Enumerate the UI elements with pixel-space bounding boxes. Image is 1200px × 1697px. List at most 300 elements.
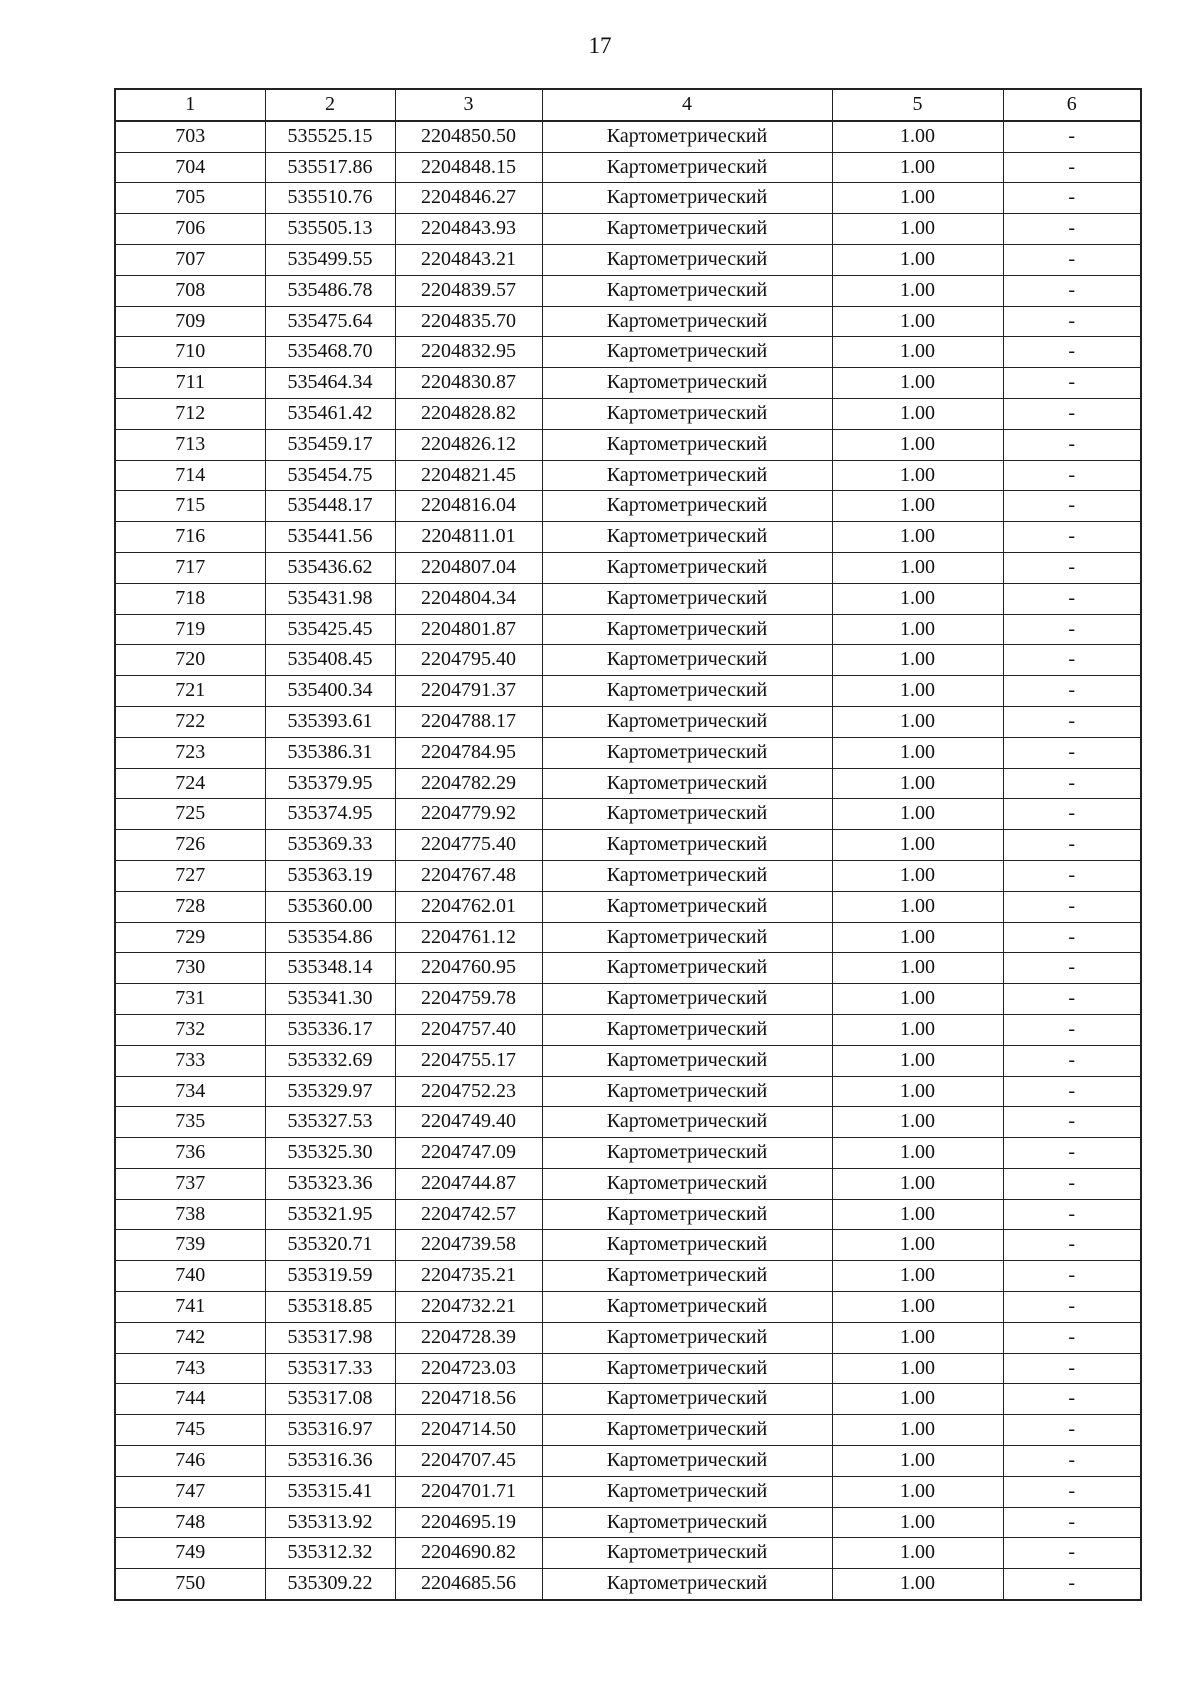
x-coordinate-cell: 535475.64 <box>265 306 395 337</box>
y-coordinate-cell: 2204685.56 <box>395 1569 542 1600</box>
method-cell: Картометрический <box>542 614 832 645</box>
x-coordinate-cell: 535318.85 <box>265 1292 395 1323</box>
accuracy-cell: 1.00 <box>832 183 1003 214</box>
y-coordinate-cell: 2204747.09 <box>395 1138 542 1169</box>
method-cell: Картометрический <box>542 1261 832 1292</box>
y-coordinate-cell: 2204801.87 <box>395 614 542 645</box>
y-coordinate-cell: 2204811.01 <box>395 522 542 553</box>
x-coordinate-cell: 535393.61 <box>265 706 395 737</box>
accuracy-cell: 1.00 <box>832 552 1003 583</box>
point-number-cell: 744 <box>115 1384 265 1415</box>
x-coordinate-cell: 535464.34 <box>265 368 395 399</box>
table-row <box>115 368 1141 399</box>
y-coordinate-cell: 2204749.40 <box>395 1107 542 1138</box>
y-coordinate-cell: 2204828.82 <box>395 398 542 429</box>
note-cell: - <box>1003 737 1141 768</box>
table-row <box>115 183 1141 214</box>
table-row <box>115 1076 1141 1107</box>
point-number-cell: 747 <box>115 1476 265 1507</box>
point-number-cell: 706 <box>115 214 265 245</box>
y-coordinate-cell: 2204732.21 <box>395 1292 542 1323</box>
y-coordinate-cell: 2204779.92 <box>395 799 542 830</box>
table-row <box>115 1415 1141 1446</box>
note-cell: - <box>1003 830 1141 861</box>
method-cell: Картометрический <box>542 1045 832 1076</box>
x-coordinate-cell: 535499.55 <box>265 244 395 275</box>
note-cell: - <box>1003 799 1141 830</box>
accuracy-cell: 1.00 <box>832 429 1003 460</box>
table-row <box>115 275 1141 306</box>
table-row <box>115 522 1141 553</box>
accuracy-cell: 1.00 <box>832 1353 1003 1384</box>
x-coordinate-cell: 535323.36 <box>265 1168 395 1199</box>
table-row <box>115 1476 1141 1507</box>
y-coordinate-cell: 2204850.50 <box>395 121 542 152</box>
method-cell: Картометрический <box>542 1230 832 1261</box>
point-number-cell: 717 <box>115 552 265 583</box>
table-row <box>115 1507 1141 1538</box>
y-coordinate-cell: 2204760.95 <box>395 953 542 984</box>
table-row <box>115 1292 1141 1323</box>
note-cell: - <box>1003 1322 1141 1353</box>
point-number-cell: 705 <box>115 183 265 214</box>
table-row <box>115 1261 1141 1292</box>
accuracy-cell: 1.00 <box>832 1476 1003 1507</box>
accuracy-cell: 1.00 <box>832 1199 1003 1230</box>
y-coordinate-cell: 2204826.12 <box>395 429 542 460</box>
x-coordinate-cell: 535354.86 <box>265 922 395 953</box>
y-coordinate-cell: 2204718.56 <box>395 1384 542 1415</box>
accuracy-cell: 1.00 <box>832 1538 1003 1569</box>
method-cell: Картометрический <box>542 676 832 707</box>
accuracy-cell: 1.00 <box>832 368 1003 399</box>
method-cell: Картометрический <box>542 799 832 830</box>
method-cell: Картометрический <box>542 1168 832 1199</box>
y-coordinate-cell: 2204762.01 <box>395 891 542 922</box>
x-coordinate-cell: 535436.62 <box>265 552 395 583</box>
point-number-cell: 739 <box>115 1230 265 1261</box>
x-coordinate-cell: 535317.33 <box>265 1353 395 1384</box>
x-coordinate-cell: 535341.30 <box>265 984 395 1015</box>
y-coordinate-cell: 2204832.95 <box>395 337 542 368</box>
note-cell: - <box>1003 1569 1141 1600</box>
y-coordinate-cell: 2204714.50 <box>395 1415 542 1446</box>
point-number-cell: 722 <box>115 706 265 737</box>
accuracy-cell: 1.00 <box>832 1569 1003 1600</box>
point-number-cell: 735 <box>115 1107 265 1138</box>
x-coordinate-cell: 535517.86 <box>265 152 395 183</box>
method-cell: Картометрический <box>542 1292 832 1323</box>
note-cell: - <box>1003 706 1141 737</box>
method-cell: Картометрический <box>542 737 832 768</box>
table-body <box>115 121 1141 1600</box>
point-number-cell: 723 <box>115 737 265 768</box>
table-row <box>115 491 1141 522</box>
accuracy-cell: 1.00 <box>832 337 1003 368</box>
method-cell: Картометрический <box>542 891 832 922</box>
x-coordinate-cell: 535348.14 <box>265 953 395 984</box>
point-number-cell: 715 <box>115 491 265 522</box>
x-coordinate-cell: 535332.69 <box>265 1045 395 1076</box>
method-cell: Картометрический <box>542 1415 832 1446</box>
note-cell: - <box>1003 1045 1141 1076</box>
table-row <box>115 984 1141 1015</box>
table-header-row <box>115 89 1141 121</box>
method-cell: Картометрический <box>542 1538 832 1569</box>
point-number-cell: 726 <box>115 830 265 861</box>
point-number-cell: 721 <box>115 676 265 707</box>
point-number-cell: 718 <box>115 583 265 614</box>
x-coordinate-cell: 535329.97 <box>265 1076 395 1107</box>
method-cell: Картометрический <box>542 1322 832 1353</box>
accuracy-cell: 1.00 <box>832 1322 1003 1353</box>
point-number-cell: 737 <box>115 1168 265 1199</box>
note-cell: - <box>1003 1476 1141 1507</box>
point-number-cell: 712 <box>115 398 265 429</box>
table-row <box>115 737 1141 768</box>
accuracy-cell: 1.00 <box>832 1138 1003 1169</box>
point-number-cell: 725 <box>115 799 265 830</box>
y-coordinate-cell: 2204788.17 <box>395 706 542 737</box>
accuracy-cell: 1.00 <box>832 706 1003 737</box>
x-coordinate-cell: 535319.59 <box>265 1261 395 1292</box>
table-row <box>115 337 1141 368</box>
x-coordinate-cell: 535315.41 <box>265 1476 395 1507</box>
table-row <box>115 676 1141 707</box>
method-cell: Картометрический <box>542 1107 832 1138</box>
method-cell: Картометрический <box>542 953 832 984</box>
point-number-cell: 741 <box>115 1292 265 1323</box>
point-number-cell: 727 <box>115 860 265 891</box>
note-cell: - <box>1003 244 1141 275</box>
y-coordinate-cell: 2204723.03 <box>395 1353 542 1384</box>
x-coordinate-cell: 535379.95 <box>265 768 395 799</box>
column-header-4: 4 <box>542 89 832 121</box>
point-number-cell: 749 <box>115 1538 265 1569</box>
note-cell: - <box>1003 1107 1141 1138</box>
method-cell: Картометрический <box>542 552 832 583</box>
table-row <box>115 614 1141 645</box>
table-row <box>115 306 1141 337</box>
note-cell: - <box>1003 183 1141 214</box>
y-coordinate-cell: 2204695.19 <box>395 1507 542 1538</box>
point-number-cell: 720 <box>115 645 265 676</box>
table-row <box>115 1322 1141 1353</box>
method-cell: Картометрический <box>542 183 832 214</box>
point-number-cell: 748 <box>115 1507 265 1538</box>
accuracy-cell: 1.00 <box>832 891 1003 922</box>
point-number-cell: 714 <box>115 460 265 491</box>
y-coordinate-cell: 2204807.04 <box>395 552 542 583</box>
table-row <box>115 768 1141 799</box>
note-cell: - <box>1003 1138 1141 1169</box>
table-row <box>115 1138 1141 1169</box>
x-coordinate-cell: 535408.45 <box>265 645 395 676</box>
column-header-5: 5 <box>832 89 1003 121</box>
method-cell: Картометрический <box>542 152 832 183</box>
y-coordinate-cell: 2204707.45 <box>395 1446 542 1477</box>
point-number-cell: 711 <box>115 368 265 399</box>
accuracy-cell: 1.00 <box>832 1045 1003 1076</box>
accuracy-cell: 1.00 <box>832 583 1003 614</box>
accuracy-cell: 1.00 <box>832 922 1003 953</box>
method-cell: Картометрический <box>542 830 832 861</box>
table-row <box>115 706 1141 737</box>
accuracy-cell: 1.00 <box>832 676 1003 707</box>
y-coordinate-cell: 2204757.40 <box>395 1014 542 1045</box>
x-coordinate-cell: 535454.75 <box>265 460 395 491</box>
accuracy-cell: 1.00 <box>832 244 1003 275</box>
table-row <box>115 1353 1141 1384</box>
point-number-cell: 710 <box>115 337 265 368</box>
x-coordinate-cell: 535317.08 <box>265 1384 395 1415</box>
method-cell: Картометрический <box>542 491 832 522</box>
table-row <box>115 583 1141 614</box>
page-number: 17 <box>588 33 612 58</box>
table-row <box>115 244 1141 275</box>
coordinates-table <box>114 88 1142 1601</box>
accuracy-cell: 1.00 <box>832 491 1003 522</box>
table-row <box>115 214 1141 245</box>
note-cell: - <box>1003 1292 1141 1323</box>
note-cell: - <box>1003 1261 1141 1292</box>
x-coordinate-cell: 535309.22 <box>265 1569 395 1600</box>
point-number-cell: 745 <box>115 1415 265 1446</box>
x-coordinate-cell: 535486.78 <box>265 275 395 306</box>
point-number-cell: 742 <box>115 1322 265 1353</box>
accuracy-cell: 1.00 <box>832 860 1003 891</box>
x-coordinate-cell: 535448.17 <box>265 491 395 522</box>
x-coordinate-cell: 535461.42 <box>265 398 395 429</box>
table-row <box>115 429 1141 460</box>
note-cell: - <box>1003 891 1141 922</box>
note-cell: - <box>1003 1353 1141 1384</box>
table-row <box>115 398 1141 429</box>
accuracy-cell: 1.00 <box>832 152 1003 183</box>
note-cell: - <box>1003 1538 1141 1569</box>
method-cell: Картометрический <box>542 275 832 306</box>
point-number-cell: 738 <box>115 1199 265 1230</box>
note-cell: - <box>1003 860 1141 891</box>
x-coordinate-cell: 535321.95 <box>265 1199 395 1230</box>
point-number-cell: 716 <box>115 522 265 553</box>
y-coordinate-cell: 2204742.57 <box>395 1199 542 1230</box>
method-cell: Картометрический <box>542 645 832 676</box>
y-coordinate-cell: 2204752.23 <box>395 1076 542 1107</box>
y-coordinate-cell: 2204795.40 <box>395 645 542 676</box>
y-coordinate-cell: 2204843.93 <box>395 214 542 245</box>
note-cell: - <box>1003 984 1141 1015</box>
table-row <box>115 152 1141 183</box>
accuracy-cell: 1.00 <box>832 1014 1003 1045</box>
method-cell: Картометрический <box>542 337 832 368</box>
note-cell: - <box>1003 645 1141 676</box>
accuracy-cell: 1.00 <box>832 1292 1003 1323</box>
note-cell: - <box>1003 1014 1141 1045</box>
accuracy-cell: 1.00 <box>832 1076 1003 1107</box>
y-coordinate-cell: 2204816.04 <box>395 491 542 522</box>
x-coordinate-cell: 535313.92 <box>265 1507 395 1538</box>
x-coordinate-cell: 535468.70 <box>265 337 395 368</box>
table-row <box>115 1538 1141 1569</box>
x-coordinate-cell: 535510.76 <box>265 183 395 214</box>
note-cell: - <box>1003 676 1141 707</box>
note-cell: - <box>1003 1230 1141 1261</box>
y-coordinate-cell: 2204728.39 <box>395 1322 542 1353</box>
x-coordinate-cell: 535459.17 <box>265 429 395 460</box>
column-header-2: 2 <box>265 89 395 121</box>
point-number-cell: 730 <box>115 953 265 984</box>
table-row <box>115 552 1141 583</box>
note-cell: - <box>1003 121 1141 152</box>
y-coordinate-cell: 2204767.48 <box>395 860 542 891</box>
point-number-cell: 746 <box>115 1446 265 1477</box>
note-cell: - <box>1003 152 1141 183</box>
note-cell: - <box>1003 337 1141 368</box>
accuracy-cell: 1.00 <box>832 522 1003 553</box>
method-cell: Картометрический <box>542 306 832 337</box>
x-coordinate-cell: 535431.98 <box>265 583 395 614</box>
y-coordinate-cell: 2204701.71 <box>395 1476 542 1507</box>
y-coordinate-cell: 2204775.40 <box>395 830 542 861</box>
y-coordinate-cell: 2204784.95 <box>395 737 542 768</box>
note-cell: - <box>1003 1168 1141 1199</box>
x-coordinate-cell: 535441.56 <box>265 522 395 553</box>
accuracy-cell: 1.00 <box>832 799 1003 830</box>
point-number-cell: 704 <box>115 152 265 183</box>
column-header-6: 6 <box>1003 89 1141 121</box>
accuracy-cell: 1.00 <box>832 1446 1003 1477</box>
note-cell: - <box>1003 1199 1141 1230</box>
x-coordinate-cell: 535327.53 <box>265 1107 395 1138</box>
note-cell: - <box>1003 522 1141 553</box>
note-cell: - <box>1003 491 1141 522</box>
y-coordinate-cell: 2204739.58 <box>395 1230 542 1261</box>
point-number-cell: 728 <box>115 891 265 922</box>
x-coordinate-cell: 535360.00 <box>265 891 395 922</box>
x-coordinate-cell: 535386.31 <box>265 737 395 768</box>
accuracy-cell: 1.00 <box>832 1261 1003 1292</box>
accuracy-cell: 1.00 <box>832 275 1003 306</box>
table-row <box>115 460 1141 491</box>
table-row <box>115 799 1141 830</box>
point-number-cell: 713 <box>115 429 265 460</box>
note-cell: - <box>1003 1446 1141 1477</box>
column-header-3: 3 <box>395 89 542 121</box>
table-row <box>115 1230 1141 1261</box>
table-row <box>115 860 1141 891</box>
accuracy-cell: 1.00 <box>832 460 1003 491</box>
accuracy-cell: 1.00 <box>832 121 1003 152</box>
note-cell: - <box>1003 552 1141 583</box>
table-row <box>115 1107 1141 1138</box>
table-row <box>115 1045 1141 1076</box>
note-cell: - <box>1003 214 1141 245</box>
x-coordinate-cell: 535425.45 <box>265 614 395 645</box>
point-number-cell: 707 <box>115 244 265 275</box>
method-cell: Картометрический <box>542 1384 832 1415</box>
table-row <box>115 1168 1141 1199</box>
accuracy-cell: 1.00 <box>832 1415 1003 1446</box>
y-coordinate-cell: 2204821.45 <box>395 460 542 491</box>
accuracy-cell: 1.00 <box>832 984 1003 1015</box>
x-coordinate-cell: 535525.15 <box>265 121 395 152</box>
note-cell: - <box>1003 1384 1141 1415</box>
x-coordinate-cell: 535374.95 <box>265 799 395 830</box>
accuracy-cell: 1.00 <box>832 1168 1003 1199</box>
method-cell: Картометрический <box>542 1569 832 1600</box>
method-cell: Картометрический <box>542 984 832 1015</box>
point-number-cell: 703 <box>115 121 265 152</box>
column-header-1: 1 <box>115 89 265 121</box>
table-row <box>115 1014 1141 1045</box>
method-cell: Картометрический <box>542 1199 832 1230</box>
method-cell: Картометрический <box>542 860 832 891</box>
x-coordinate-cell: 535325.30 <box>265 1138 395 1169</box>
method-cell: Картометрический <box>542 1476 832 1507</box>
x-coordinate-cell: 535336.17 <box>265 1014 395 1045</box>
note-cell: - <box>1003 275 1141 306</box>
method-cell: Картометрический <box>542 368 832 399</box>
point-number-cell: 740 <box>115 1261 265 1292</box>
point-number-cell: 708 <box>115 275 265 306</box>
accuracy-cell: 1.00 <box>832 306 1003 337</box>
point-number-cell: 732 <box>115 1014 265 1045</box>
point-number-cell: 736 <box>115 1138 265 1169</box>
y-coordinate-cell: 2204830.87 <box>395 368 542 399</box>
y-coordinate-cell: 2204744.87 <box>395 1168 542 1199</box>
accuracy-cell: 1.00 <box>832 737 1003 768</box>
table-row <box>115 1199 1141 1230</box>
y-coordinate-cell: 2204735.21 <box>395 1261 542 1292</box>
table-row <box>115 1384 1141 1415</box>
note-cell: - <box>1003 368 1141 399</box>
method-cell: Картометрический <box>542 429 832 460</box>
y-coordinate-cell: 2204835.70 <box>395 306 542 337</box>
point-number-cell: 743 <box>115 1353 265 1384</box>
note-cell: - <box>1003 922 1141 953</box>
y-coordinate-cell: 2204755.17 <box>395 1045 542 1076</box>
x-coordinate-cell: 535369.33 <box>265 830 395 861</box>
x-coordinate-cell: 535316.97 <box>265 1415 395 1446</box>
y-coordinate-cell: 2204846.27 <box>395 183 542 214</box>
note-cell: - <box>1003 306 1141 337</box>
note-cell: - <box>1003 614 1141 645</box>
y-coordinate-cell: 2204759.78 <box>395 984 542 1015</box>
note-cell: - <box>1003 1507 1141 1538</box>
table-row <box>115 830 1141 861</box>
x-coordinate-cell: 535312.32 <box>265 1538 395 1569</box>
point-number-cell: 750 <box>115 1569 265 1600</box>
x-coordinate-cell: 535505.13 <box>265 214 395 245</box>
method-cell: Картометрический <box>542 1014 832 1045</box>
table-row <box>115 922 1141 953</box>
point-number-cell: 724 <box>115 768 265 799</box>
accuracy-cell: 1.00 <box>832 1230 1003 1261</box>
method-cell: Картометрический <box>542 1138 832 1169</box>
point-number-cell: 734 <box>115 1076 265 1107</box>
note-cell: - <box>1003 398 1141 429</box>
method-cell: Картометрический <box>542 121 832 152</box>
note-cell: - <box>1003 1076 1141 1107</box>
table-row <box>115 121 1141 152</box>
note-cell: - <box>1003 1415 1141 1446</box>
point-number-cell: 709 <box>115 306 265 337</box>
method-cell: Картометрический <box>542 583 832 614</box>
method-cell: Картометрический <box>542 1507 832 1538</box>
y-coordinate-cell: 2204848.15 <box>395 152 542 183</box>
note-cell: - <box>1003 429 1141 460</box>
